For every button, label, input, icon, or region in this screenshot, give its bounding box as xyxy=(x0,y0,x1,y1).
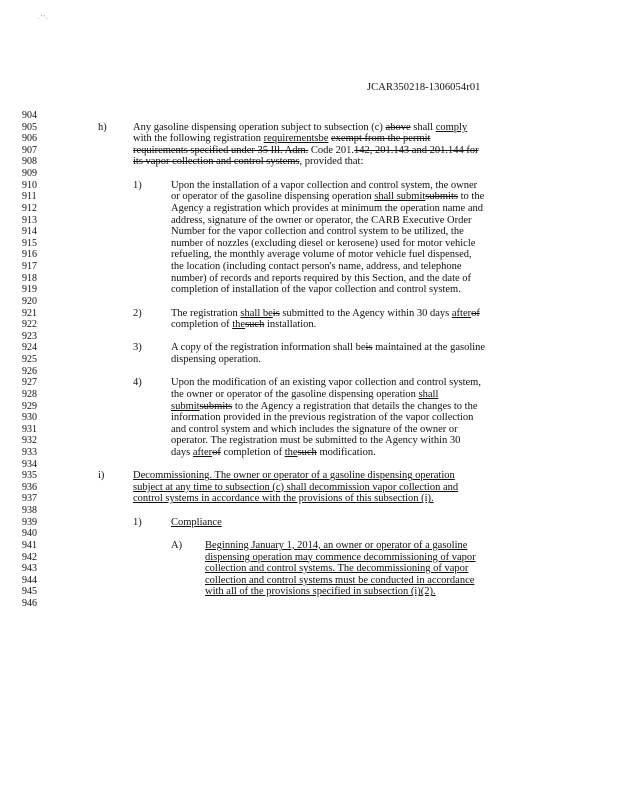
inserted-text: collection and control systems must be conducted in accordance xyxy=(205,574,475,586)
line-number: 938 xyxy=(22,505,37,517)
item-4-text-line: days afterof completion of thesuch modification. xyxy=(171,446,376,458)
line-number: 939 xyxy=(22,516,37,528)
deleted-text: of xyxy=(212,446,221,458)
line-number: 924 xyxy=(22,342,37,354)
inserted-text: Compliance xyxy=(171,516,222,528)
line-number: 909 xyxy=(22,168,37,180)
item-1-text-line: Agency a registration which provides at minimum the operation name and xyxy=(171,202,483,214)
subitem-A-text-line xyxy=(205,586,436,598)
line-number: 936 xyxy=(22,481,37,493)
item-4-text-line: submitsubmits to the Agency a registration that details the changes to the xyxy=(171,400,478,412)
section-i-text-line xyxy=(133,493,434,505)
item-1-text-line: number) of records and reports required by this Section, and the date of xyxy=(171,272,472,284)
line-number: 916 xyxy=(22,249,37,261)
deleted-text: submits xyxy=(199,400,233,412)
inserted-text: subject at any time to subsection (c) shall decommission vapor collection and xyxy=(133,481,459,493)
item-label-2: 2) xyxy=(133,307,142,319)
line-number: 943 xyxy=(22,563,37,575)
deleted-text: submits xyxy=(425,191,458,203)
item-1-text-line: refueling, the monthly average volume of motor vehicle fuel dispensed, xyxy=(171,249,472,261)
line-number: 945 xyxy=(22,586,37,598)
item-1-text-line: completion of installation of the vapor collection and control system. xyxy=(171,284,461,296)
item-1-text-line: number of nozzles (excluding diesel or kerosene) used for motor vehicle xyxy=(171,237,476,249)
line-number: 942 xyxy=(22,551,37,563)
item-1-text-line: address, signature of the owner or operator, the CARB Executive Order xyxy=(171,214,472,226)
line-number: 908 xyxy=(22,156,37,168)
inserted-text: Beginning January 1, 2014, an owner or operator of a gasoline xyxy=(205,539,468,551)
deleted-text: is xyxy=(272,307,280,319)
deleted-text: 142, 201.143 and 201.144 for xyxy=(354,144,479,156)
section-label-h: h) xyxy=(98,121,107,133)
line-number: 918 xyxy=(22,272,37,284)
line-number: 912 xyxy=(22,202,37,214)
line-number: 915 xyxy=(22,237,37,249)
inserted-text: dispensing operation may commence decommissioning of vapor xyxy=(205,551,476,563)
document-id: JCAR350218-1306054r01 xyxy=(367,82,481,93)
item-1-text-line: Number for the vapor collection and control system to be utilized, the xyxy=(171,226,464,238)
line-number: 921 xyxy=(22,307,37,319)
deleted-text: requirements specified under 35 Ill. Adm. xyxy=(133,144,309,156)
section-i-text-line xyxy=(133,470,455,482)
section-h-text-line: Any gasoline dispensing operation subject to subsection (c) above shall comply xyxy=(133,121,468,133)
inserted-text: Decommissioning. The owner or operator of a gasoline dispensing operation xyxy=(133,470,455,482)
item-4-text-line: and control system and which includes the signature of the owner or xyxy=(171,423,458,435)
deleted-text: such xyxy=(245,319,265,331)
inserted-text: shall be xyxy=(240,307,273,319)
line-number: 919 xyxy=(22,284,37,296)
line-number: 922 xyxy=(22,319,37,331)
item-1-text-line: Upon the installation of a vapor collection and control system, the owner xyxy=(171,179,478,191)
item-4-text-line: the owner or operator of the gasoline dispensing operation shall xyxy=(171,388,439,400)
line-number: 923 xyxy=(22,330,37,342)
inserted-text: the xyxy=(284,446,298,458)
item-4-text-line: information provided in the previous registration of the vapor collection xyxy=(171,412,474,424)
line-number: 928 xyxy=(22,388,37,400)
line-number: 905 xyxy=(22,121,37,133)
line-number: 930 xyxy=(22,412,37,424)
subitem-A-text-line xyxy=(205,552,476,564)
section-i-text-line xyxy=(133,482,458,494)
line-number: 906 xyxy=(22,133,37,145)
line-number: 940 xyxy=(22,528,37,540)
line-number: 914 xyxy=(22,226,37,238)
section-label-i: i) xyxy=(98,470,105,482)
deleted-text: is xyxy=(365,342,373,354)
inserted-text: submit xyxy=(171,400,200,412)
inserted-text: shall submit xyxy=(374,191,426,203)
line-number: 913 xyxy=(22,214,37,226)
deleted-text: its vapor collection and control systems xyxy=(133,156,300,168)
inserted-text: with all of the provisions specified in subsection (i)(2). xyxy=(205,586,436,598)
section-i-item-label-1: 1) xyxy=(133,516,142,528)
deleted-text: above xyxy=(385,121,411,133)
item-2-text-line: completion of thesuch installation. xyxy=(171,319,317,331)
line-number: 927 xyxy=(22,377,37,389)
line-number: 941 xyxy=(22,539,37,551)
item-label-4: 4) xyxy=(133,377,142,389)
line-number: 933 xyxy=(22,446,37,458)
inserted-text: collection and control systems. The decommissioning of vapor xyxy=(205,563,469,575)
inserted-text: shall xyxy=(418,388,439,400)
inserted-text: comply xyxy=(435,121,468,133)
item-3-text-line: dispensing operation. xyxy=(171,354,261,366)
deleted-text: such xyxy=(297,446,317,458)
line-number: 931 xyxy=(22,423,37,435)
inserted-text: the xyxy=(232,319,246,331)
item-3-text-line: A copy of the registration information shall beis maintained at the gasoline xyxy=(171,342,486,354)
section-h-text-line: its vapor collection and control systems, provided that: xyxy=(133,156,364,168)
section-h-text-line: requirements specified under 35 Ill. Adm. Code 201.142, 201.143 and 201.144 for xyxy=(133,144,479,156)
line-number: 937 xyxy=(22,493,37,505)
line-number: 917 xyxy=(22,261,37,273)
line-number: 935 xyxy=(22,470,37,482)
item-label-1: 1) xyxy=(133,179,142,191)
item-4-text-line: operator. The registration must be submitted to the Agency within 30 xyxy=(171,435,461,447)
scan-specks: . ' ' . xyxy=(38,15,48,21)
line-number: 925 xyxy=(22,354,37,366)
line-number: 944 xyxy=(22,574,37,586)
line-number: 920 xyxy=(22,295,37,307)
inserted-text: control systems in accordance with the provisions of this subsection (i). xyxy=(133,493,434,505)
subitem-A-text-line xyxy=(205,540,467,552)
subitem-A-text-line xyxy=(205,563,468,575)
item-4-text-line: Upon the modification of an existing vapor collection and control system, xyxy=(171,377,481,389)
subitem-A-text-line xyxy=(205,575,474,587)
item-1-text-line: or operator of the gasoline dispensing operation shall submitsubmits to the xyxy=(171,191,485,203)
inserted-text: after xyxy=(451,307,472,319)
line-number: 946 xyxy=(22,598,37,610)
inserted-text: after xyxy=(192,446,213,458)
deleted-text: of xyxy=(471,307,480,319)
line-number: 911 xyxy=(22,191,37,203)
item-label-3: 3) xyxy=(133,342,142,354)
line-number: 926 xyxy=(22,365,37,377)
line-number: 904 xyxy=(22,110,37,121)
subitem-label-A: A) xyxy=(171,539,183,551)
item-1-text-line: the location (including contact person's name, address, and telephone xyxy=(171,261,462,273)
line-number: 932 xyxy=(22,435,37,447)
line-number: 907 xyxy=(22,144,37,156)
deleted-text: exempt from the permit xyxy=(331,133,431,145)
line-number: 910 xyxy=(22,179,37,191)
compliance-heading xyxy=(171,517,222,529)
inserted-text: requirementsbe xyxy=(263,133,329,145)
line-number: 929 xyxy=(22,400,37,412)
line-number: 934 xyxy=(22,458,37,470)
item-2-text-line: The registration shall beis submitted to the Agency within 30 days afterof xyxy=(171,307,480,319)
section-h-text-line: with the following registration requirementsbe exempt from the permit xyxy=(133,133,431,145)
